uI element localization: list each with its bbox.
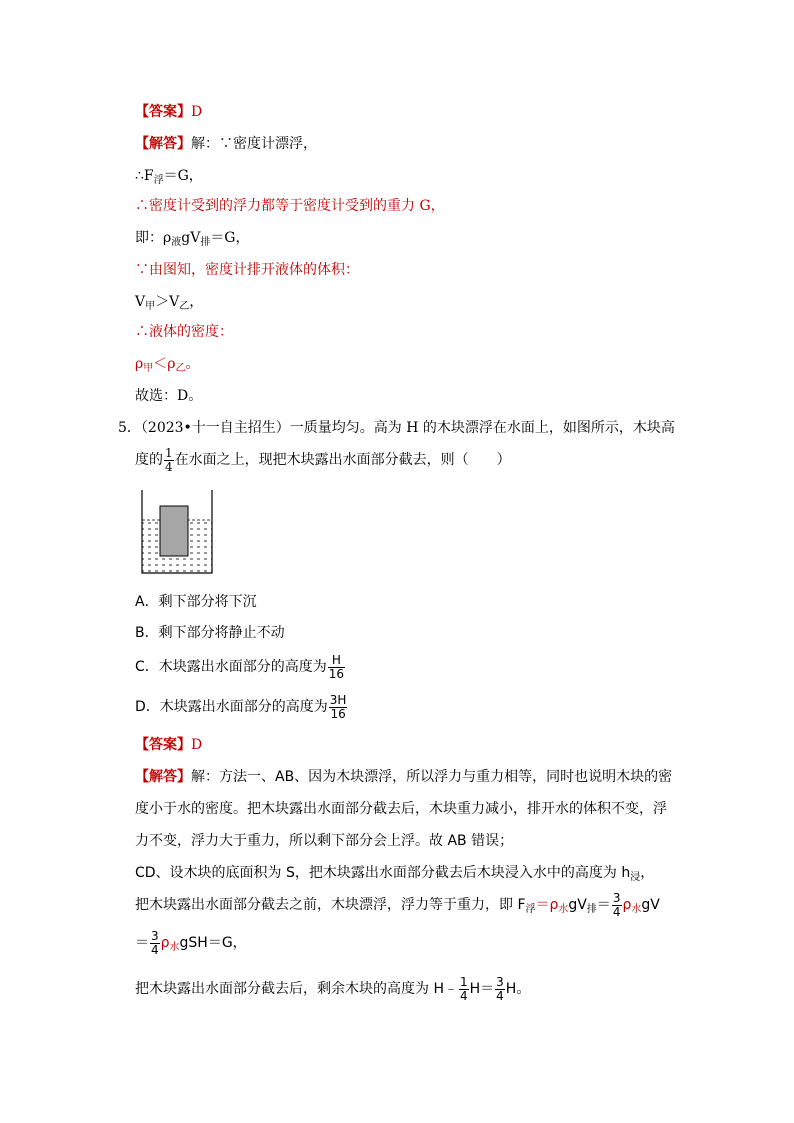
text: 把木块露出水面部分截去之前，木块漂浮，浮力等于重力，即 F <box>135 897 526 913</box>
analysis-line-p1-3: 力不变，浮力大于重力，所以剩下部分会上浮。故 AB 错误； <box>135 833 514 849</box>
numerator: 1 <box>165 445 173 460</box>
numerator: 3 <box>496 974 504 989</box>
line-rho-compare <box>135 354 199 376</box>
subscript: 水 <box>558 904 569 915</box>
numerator: 3 <box>151 928 159 943</box>
denominator: 16 <box>330 706 346 721</box>
line-volume-compare <box>135 292 203 314</box>
line-conclusion: ∴密度计受到的浮力都等于密度计受到的重力 G， <box>135 198 445 214</box>
text: ＜ρ <box>153 356 176 372</box>
subscript: 浸 <box>630 872 641 883</box>
denominator: 4 <box>496 988 504 1003</box>
fraction-h-16 <box>328 654 345 681</box>
option-d <box>135 690 348 724</box>
answer-line-2 <box>135 735 202 755</box>
fraction-1-4 <box>459 976 469 1003</box>
fraction-3-4 <box>495 976 505 1003</box>
text: ρ <box>160 935 170 951</box>
fraction-quarter <box>164 447 174 474</box>
text: 在水面之上，现把木块露出水面部分截去，则（ ） <box>174 452 511 468</box>
analysis-line-p1-2: 度小于水的密度。把木块露出水面部分截去后，木块重力减小，排开水的体积不变，浮 <box>135 801 667 817</box>
wood-block <box>160 506 188 556</box>
analysis-line-p2-2 <box>135 888 660 924</box>
text: 即：ρ <box>135 230 172 246</box>
text: H＝ <box>469 981 495 997</box>
subscript: 乙 <box>179 301 190 312</box>
text: ＝ <box>596 897 611 913</box>
text: 。 <box>185 356 200 372</box>
analysis-line-p1-1 <box>135 767 672 787</box>
analysis-line-p2-1 <box>135 863 654 885</box>
denominator: 4 <box>165 459 173 474</box>
answer-value: D <box>191 737 203 753</box>
text: CD、设木块的底面积为 S，把木块露出水面部分截去后木块浸入水中的高度为 h <box>135 865 631 881</box>
text: ρ <box>622 897 632 913</box>
text: gV <box>181 230 201 246</box>
subscript: 排 <box>586 904 597 915</box>
analysis-line-1 <box>135 134 317 154</box>
numerator: 1 <box>459 974 468 989</box>
line-f-float <box>135 166 203 188</box>
line-density: ∴液体的密度： <box>135 324 233 340</box>
line-choice: 故选：D。 <box>135 388 203 404</box>
option-a: A．剩下部分将下沉 <box>135 594 257 610</box>
line-from-figure: ∵由图知，密度计排开液体的体积： <box>135 262 359 278</box>
denominator: 4 <box>459 988 468 1003</box>
question-5-line-2 <box>135 443 511 477</box>
text: ＝G， <box>163 168 203 184</box>
text: gSH＝G， <box>179 935 247 951</box>
option-b: B．剩下部分将静止不动 <box>135 625 285 641</box>
subscript: 排 <box>200 237 211 248</box>
option-c <box>135 650 346 684</box>
text: D．木块露出水面部分的高度为 <box>135 699 328 715</box>
fraction-3-4 <box>612 892 622 919</box>
denominator: 4 <box>612 904 621 919</box>
floating-block-figure <box>140 490 214 576</box>
analysis-label: 【解答】 <box>135 136 191 152</box>
subscript: 乙 <box>175 363 186 374</box>
fraction-3-4 <box>150 930 160 957</box>
text: V <box>135 294 146 310</box>
numerator: H <box>328 654 345 668</box>
text: gV <box>641 897 660 913</box>
answer-label: 【答案】 <box>135 104 191 120</box>
answer-label: 【答案】 <box>135 737 191 753</box>
text: ρ <box>135 356 144 372</box>
text: H。 <box>505 981 531 997</box>
numerator: 3H <box>329 692 347 707</box>
text: ＝ <box>135 935 149 951</box>
question-text: （2023•十一自主招生）一质量均匀。高为 H 的木块漂浮在水面上，如图所示，木块高 <box>140 420 675 436</box>
text: ， <box>189 294 204 310</box>
text: 度的 <box>135 452 163 468</box>
answer-value: D <box>191 104 203 120</box>
text: ＞V <box>155 294 180 310</box>
text: gV <box>568 897 587 913</box>
subscript: 甲 <box>145 301 156 312</box>
subscript: 液 <box>171 237 182 248</box>
subscript: 甲 <box>143 363 154 374</box>
answer-line-1 <box>135 102 202 122</box>
denominator: 4 <box>151 942 159 957</box>
analysis-line-p2-3 <box>135 926 247 962</box>
fraction-3h-16 <box>329 694 348 721</box>
analysis-label: 【解答】 <box>135 769 191 785</box>
text: ∴F <box>135 168 154 184</box>
question-5-line-1 <box>118 418 675 438</box>
subscript: 水 <box>631 904 642 915</box>
subscript: 浮 <box>153 175 164 186</box>
analysis-line-p2-4 <box>135 972 530 1006</box>
numerator: 3 <box>612 890 621 905</box>
text: 把木块露出水面部分截去后，剩余木块的高度为 H﹣ <box>135 981 458 997</box>
text: ＝ρ <box>535 897 559 913</box>
line-rho-equation <box>135 228 250 250</box>
analysis-text: 解：方法一、AB、因为木块漂浮，所以浮力与重力相等，同时也说明木块的密 <box>191 769 673 785</box>
text: C．木块露出水面部分的高度为 <box>135 659 327 675</box>
analysis-text: 解：∵密度计漂浮， <box>191 136 317 152</box>
text: ＝G， <box>210 230 250 246</box>
question-number: 5． <box>118 420 141 436</box>
text: ， <box>640 865 655 881</box>
denominator: 16 <box>328 666 345 681</box>
subscript: 浮 <box>525 904 536 915</box>
subscript: 水 <box>169 942 180 953</box>
